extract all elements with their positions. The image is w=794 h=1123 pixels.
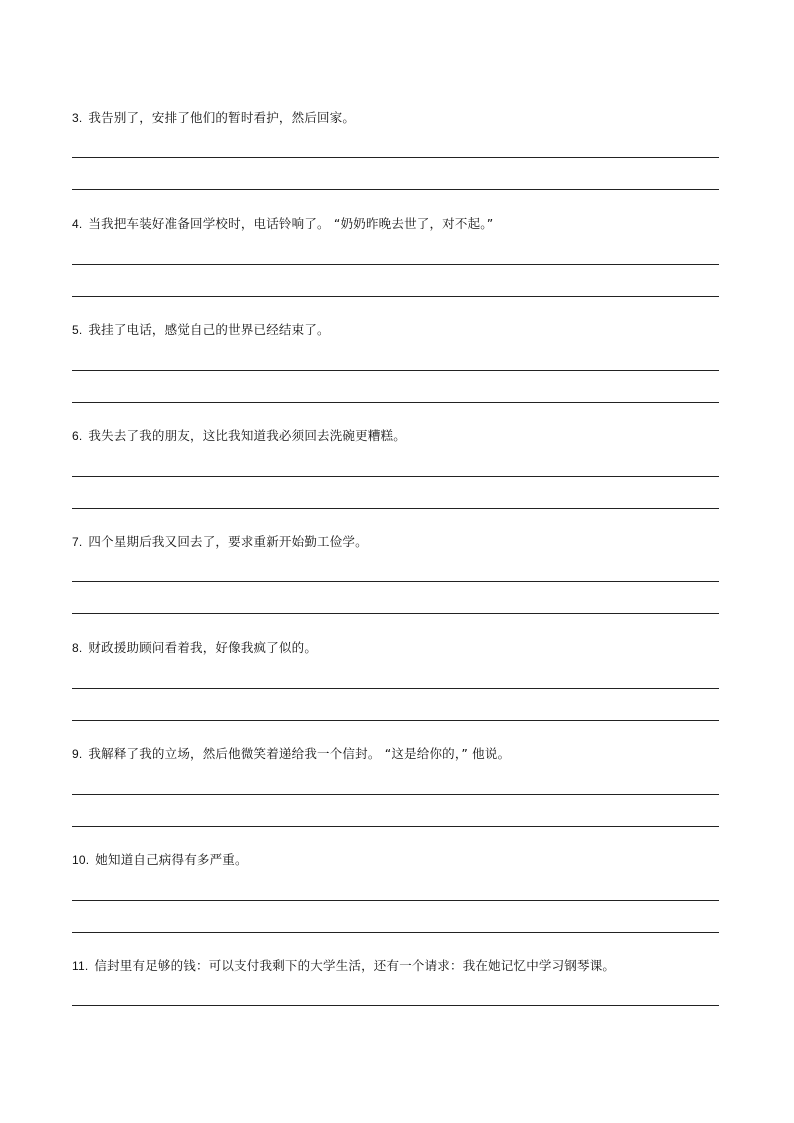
exercise-sentence: 她知道自己病得有多严重。: [95, 852, 248, 867]
exercise-sentence: 财政援助顾问看着我，好像我疯了似的。: [88, 640, 318, 655]
exercise-prompt: [72, 852, 248, 868]
answer-line[interactable]: [72, 1005, 719, 1006]
answer-line[interactable]: [72, 508, 719, 509]
answer-line[interactable]: [72, 932, 719, 933]
exercise-prompt: [72, 322, 330, 338]
exercise-number: 6.: [72, 429, 83, 443]
answer-line[interactable]: [72, 189, 719, 190]
exercise-sentence: 信封里有足够的钱：可以支付我剩下的大学生活，还有一个请求：我在她记忆中学习钢琴课。: [94, 958, 616, 973]
exercise-sentence: 四个星期后我又回去了，要求重新开始勤工俭学。: [88, 534, 368, 549]
answer-line[interactable]: [72, 720, 719, 721]
exercise-prompt: [72, 428, 406, 444]
answer-line[interactable]: [72, 476, 719, 477]
answer-line[interactable]: [72, 157, 719, 158]
exercise-sentence: 我失去了我的朋友，这比我知道我必须回去洗碗更糟糕。: [88, 428, 406, 443]
exercise-number: 3.: [72, 111, 83, 125]
exercise-number: 10.: [72, 853, 90, 867]
answer-line[interactable]: [72, 900, 719, 901]
answer-line[interactable]: [72, 264, 719, 265]
answer-line[interactable]: [72, 370, 719, 371]
exercise-number: 8.: [72, 641, 83, 655]
exercise-number: 11.: [72, 959, 89, 973]
exercise-number: 7.: [72, 535, 83, 549]
exercise-prompt: [72, 958, 615, 974]
exercise-sentence: 我告别了，安排了他们的暂时看护，然后回家。: [88, 110, 356, 125]
exercise-number: 5.: [72, 323, 83, 337]
exercise-prompt: [72, 110, 355, 126]
answer-line[interactable]: [72, 794, 719, 795]
answer-line[interactable]: [72, 688, 719, 689]
answer-line[interactable]: [72, 402, 719, 403]
answer-line[interactable]: [72, 613, 719, 614]
exercise-prompt: [72, 534, 368, 550]
exercise-sentence: 我挂了电话，感觉自己的世界已经结束了。: [88, 322, 330, 337]
exercise-prompt: [72, 746, 510, 762]
exercise-sentence: 我解释了我的立场，然后他微笑着递给我一个信封。 “这是给你的，” 他说。: [88, 746, 511, 761]
exercise-number: 9.: [72, 747, 83, 761]
answer-line[interactable]: [72, 581, 719, 582]
exercise-number: 4.: [72, 217, 83, 231]
exercise-prompt: [72, 640, 317, 656]
answer-line[interactable]: [72, 296, 719, 297]
exercise-sentence: 当我把车装好准备回学校时，电话铃响了。 “奶奶昨晚去世了，对不起。”: [88, 216, 494, 231]
exercise-prompt: [72, 216, 493, 232]
answer-line[interactable]: [72, 826, 719, 827]
